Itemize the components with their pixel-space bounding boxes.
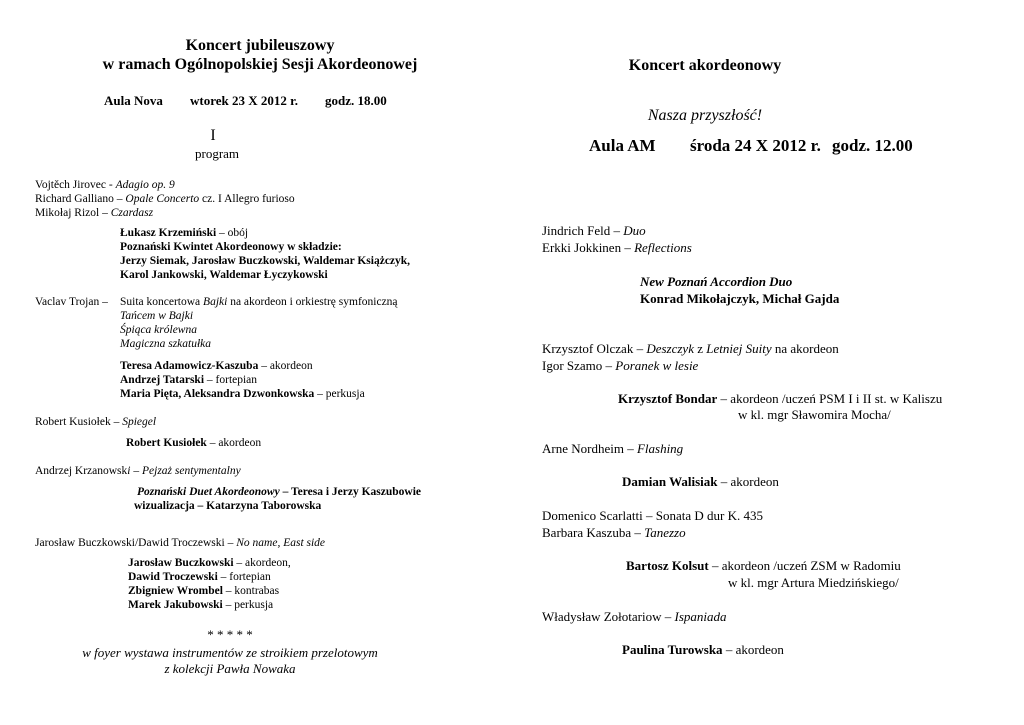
right-date: środa 24 X 2012 r. [690,136,821,155]
performer-line: Bartosz Kolsut – akordeon /uczeń ZSM w Radomiu [626,558,901,573]
program-subpart: Śpiąca królewna [120,324,197,336]
program-item: Mikołaj Rizol – Czardasz [35,207,154,219]
left-program-label: program [195,146,240,161]
performer-line: Jerzy Siemak, Jarosław Buczkowski, Waldemar Książczyk, [120,255,411,267]
performer-line: New Poznań Accordion Duo [640,274,793,289]
performer-line: Jarosław Buczkowski – akordeon, [128,557,291,569]
program-item-work: Suita koncertowa Bajki na akordeon i orkiestrę symfoniczną [120,296,398,308]
performer-line: Marek Jakubowski – perkusja [128,599,274,611]
left-title-2: w ramach Ogólnopolskiej Sesji Akordeonowej [102,56,418,73]
performer-line: w kl. mgr Sławomira Mocha/ [738,407,891,422]
performer-line: Poznański Duet Akordeonowy – Teresa i Jerzy Kaszubowie [137,486,422,498]
performer-line: Krzysztof Bondar – akordeon /uczeń PSM I i II st. w Kaliszu [618,391,943,406]
program-item: Vojtěch Jirovec - Adagio op. 9 [35,179,175,191]
performer-line: w kl. mgr Artura Miedzińskiego/ [728,575,899,590]
performer-line: Teresa Adamowicz-Kaszuba – akordeon [120,360,313,372]
performer-line: Robert Kusiołek – akordeon [126,437,262,449]
program-item: Andrzej Krzanowski – Pejzaż sentymentalny [35,465,241,477]
performer-line: Konrad Mikołajczyk, Michał Gajda [640,291,840,306]
performer-line: Zbigniew Wrombel – kontrabas [128,585,280,597]
left-part-number: I [210,127,216,144]
program-item: Władysław Zołotariow – Ispaniada [542,609,727,624]
performer-line: Paulina Turowska – akordeon [622,642,784,657]
exhibition-note-line-2: z kolekcji Pawła Nowaka [164,661,296,676]
program-item: Vaclav Trojan – [35,296,108,308]
left-venue: Aula Nova [104,93,163,108]
program-item: Erkki Jokkinen – Reflections [542,240,692,255]
performer-line: Łukasz Krzemiński – obój [120,227,249,239]
program-item: Jarosław Buczkowski/Dawid Troczewski – No name, East side [35,537,326,549]
separator-stars: * * * * * [207,627,253,642]
program-item: Igor Szamo – Poranek w lesie [542,358,699,373]
performer-line: Maria Pięta, Aleksandra Dzwonkowska – perkusja [120,388,365,400]
performer-line: Poznański Kwintet Akordeonowy w składzie: [120,241,342,253]
right-time: godz. 12.00 [832,136,913,155]
left-time: godz. 18.00 [325,93,387,108]
program-item: Domenico Scarlatti – Sonata D dur K. 435 [542,508,763,523]
program-item: Krzysztof Olczak – Deszczyk z Letniej Suity na akordeon [542,341,839,356]
left-title-1: Koncert jubileuszowy [185,37,335,54]
performer-line: Dawid Troczewski – fortepian [128,571,271,583]
program-item: Arne Nordheim – Flashing [542,441,684,456]
program-item: Richard Galliano – Opale Concerto cz. I Allegro furioso [35,193,295,205]
right-subtitle: Nasza przyszłość! [647,107,763,124]
program-item: Jindrich Feld – Duo [542,223,646,238]
program-subpart: Magiczna szkatułka [120,338,212,350]
left-date: wtorek 23 X 2012 r. [190,93,298,108]
performer-line: Andrzej Tatarski – fortepian [120,374,258,386]
program-subpart: Tańcem w Bajki [120,310,194,322]
exhibition-note-line-1: w foyer wystawa instrumentów ze stroikiem przelotowym [82,645,378,660]
performer-line: Karol Jankowski, Waldemar Łyczykowski [120,269,328,281]
program-item: Barbara Kaszuba – Tanezzo [542,525,686,540]
right-venue: Aula AM [589,136,656,155]
performer-line: Damian Walisiak – akordeon [622,474,779,489]
right-title: Koncert akordeonowy [628,57,782,74]
program-item: Robert Kusiołek – Spiegel [35,416,157,428]
performer-line: wizualizacja – Katarzyna Taborowska [134,500,322,512]
